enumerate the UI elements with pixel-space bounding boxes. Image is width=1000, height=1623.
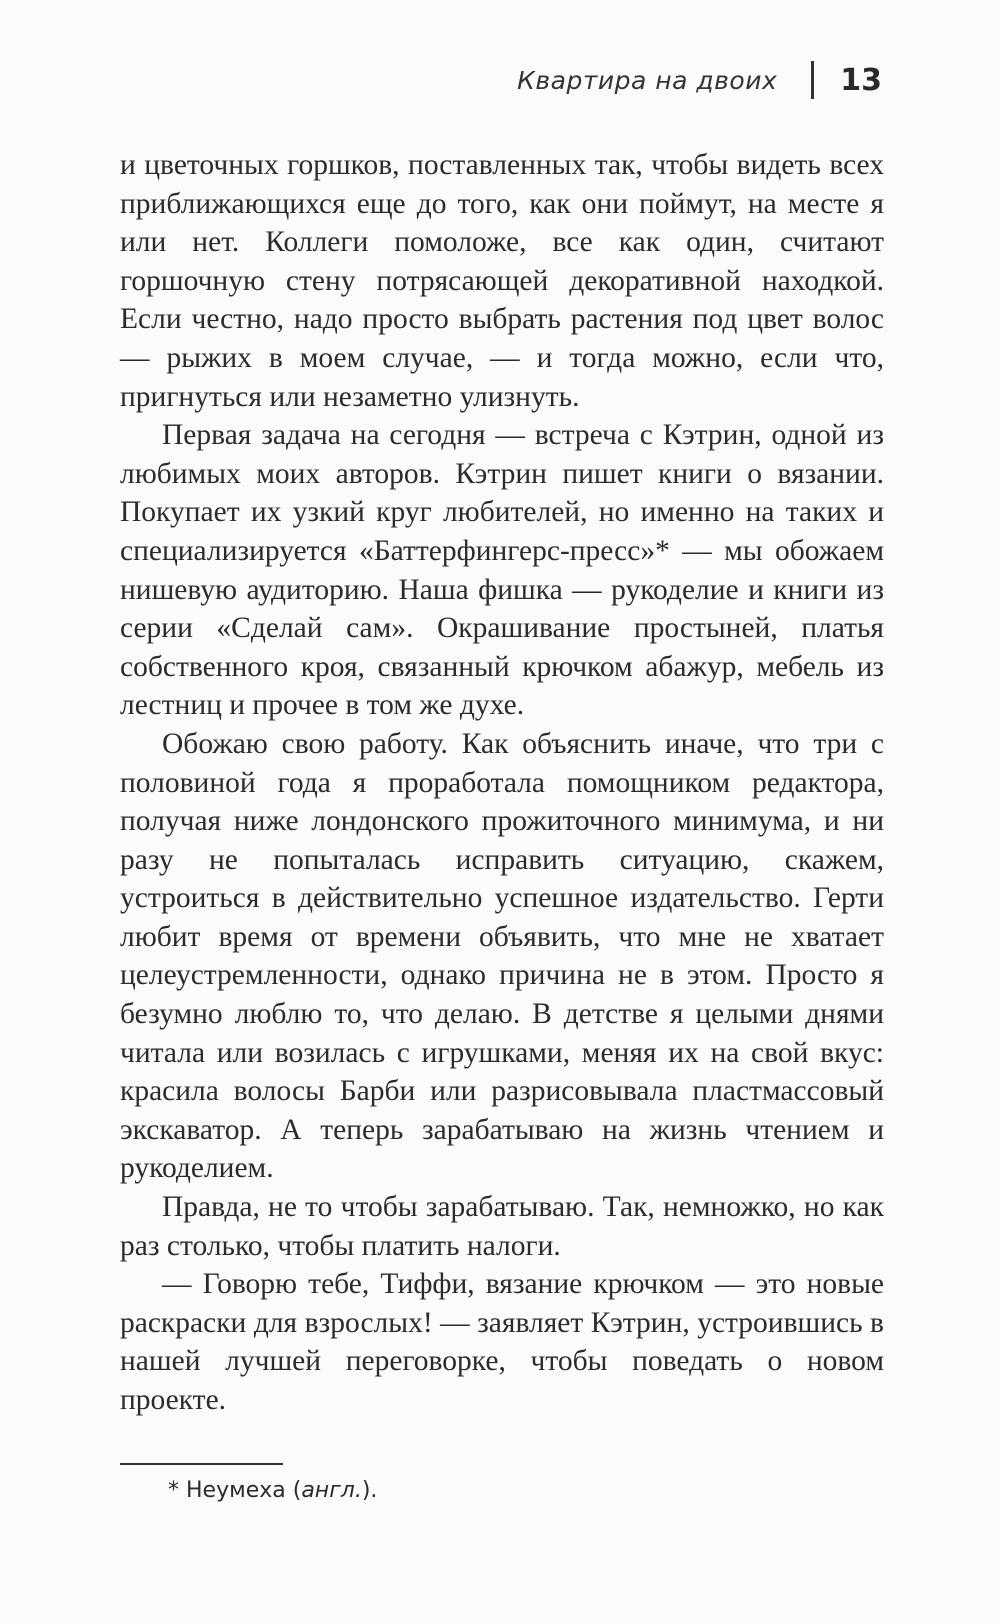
footnote-marker: *: [168, 1478, 179, 1503]
paragraph-3: Обожаю свою работу. Как объяснить иначе, что три с половиной года я проработала помощником редактора, получая ниже лондонского прожиточного минимума, и ни разу не попыталась исправить ситуацию, скажем, устроиться в действительно успешное издательство. Герти любит время от времени объявить, что мне не хватает целеустремленности, однако причина не в этом. Просто я безумно люблю то, что делаю. В детстве я целыми днями читала или возилась с игрушками, меняя их на свой вкус: красила волосы Барби или разрисовывала пластмассовый экскаватор. А теперь зарабатываю на жизнь чтением и рукоделием.: [120, 727, 884, 1185]
footnote-term: Неумеха: [186, 1478, 286, 1503]
running-header: [517, 58, 882, 102]
footnote-divider: [120, 1463, 283, 1465]
paragraph-5: — Говорю тебе, Тиффи, вязание крючком — это новые раскраски для взрослых! — заявляет Кэтрин, устроившись в нашей лучшей переговорке, чтобы поведать о новом проекте.: [120, 1268, 884, 1416]
footnote: [168, 1478, 377, 1503]
footnote-close-paren: ).: [361, 1478, 378, 1503]
running-title: Квартира на двоих: [517, 65, 778, 95]
footnote-open-paren: (: [292, 1478, 302, 1503]
header-divider: [811, 61, 814, 99]
page-number: 13: [840, 62, 882, 98]
footnote-language: англ.: [301, 1478, 362, 1503]
body-text: [120, 146, 884, 1420]
paragraph-2: Первая задача на сегодня — встреча с Кэтрин, одной из любимых моих авторов. Кэтрин пишет книги о вязании. Покупает их узкий круг любителей, но именно на таких и специализируется «Баттерфингерс-пресс»* — мы обожаем нишевую аудиторию. Наша фишка — рукоделие и книги из серии «Сделай сам». Окрашивание простыней, платья собственного кроя, связанный крючком абажур, мебель из лестниц и прочее в том же духе.: [120, 419, 884, 722]
paragraph-4: Правда, не то чтобы зарабатываю. Так, немножко, но как раз столько, чтобы платить налоги.: [120, 1191, 884, 1262]
paragraph-1: и цветочных горшков, поставленных так, чтобы видеть всех приближающихся еще до того, как они поймут, на месте я или нет. Коллеги помоложе, все как один, считают горшочную стену потрясающей декоративной находкой. Если честно, надо просто выбрать растения под цвет волос — рыжих в моем случае, — и тогда можно, если что, пригнуться или незаметно улизнуть.: [120, 149, 884, 413]
